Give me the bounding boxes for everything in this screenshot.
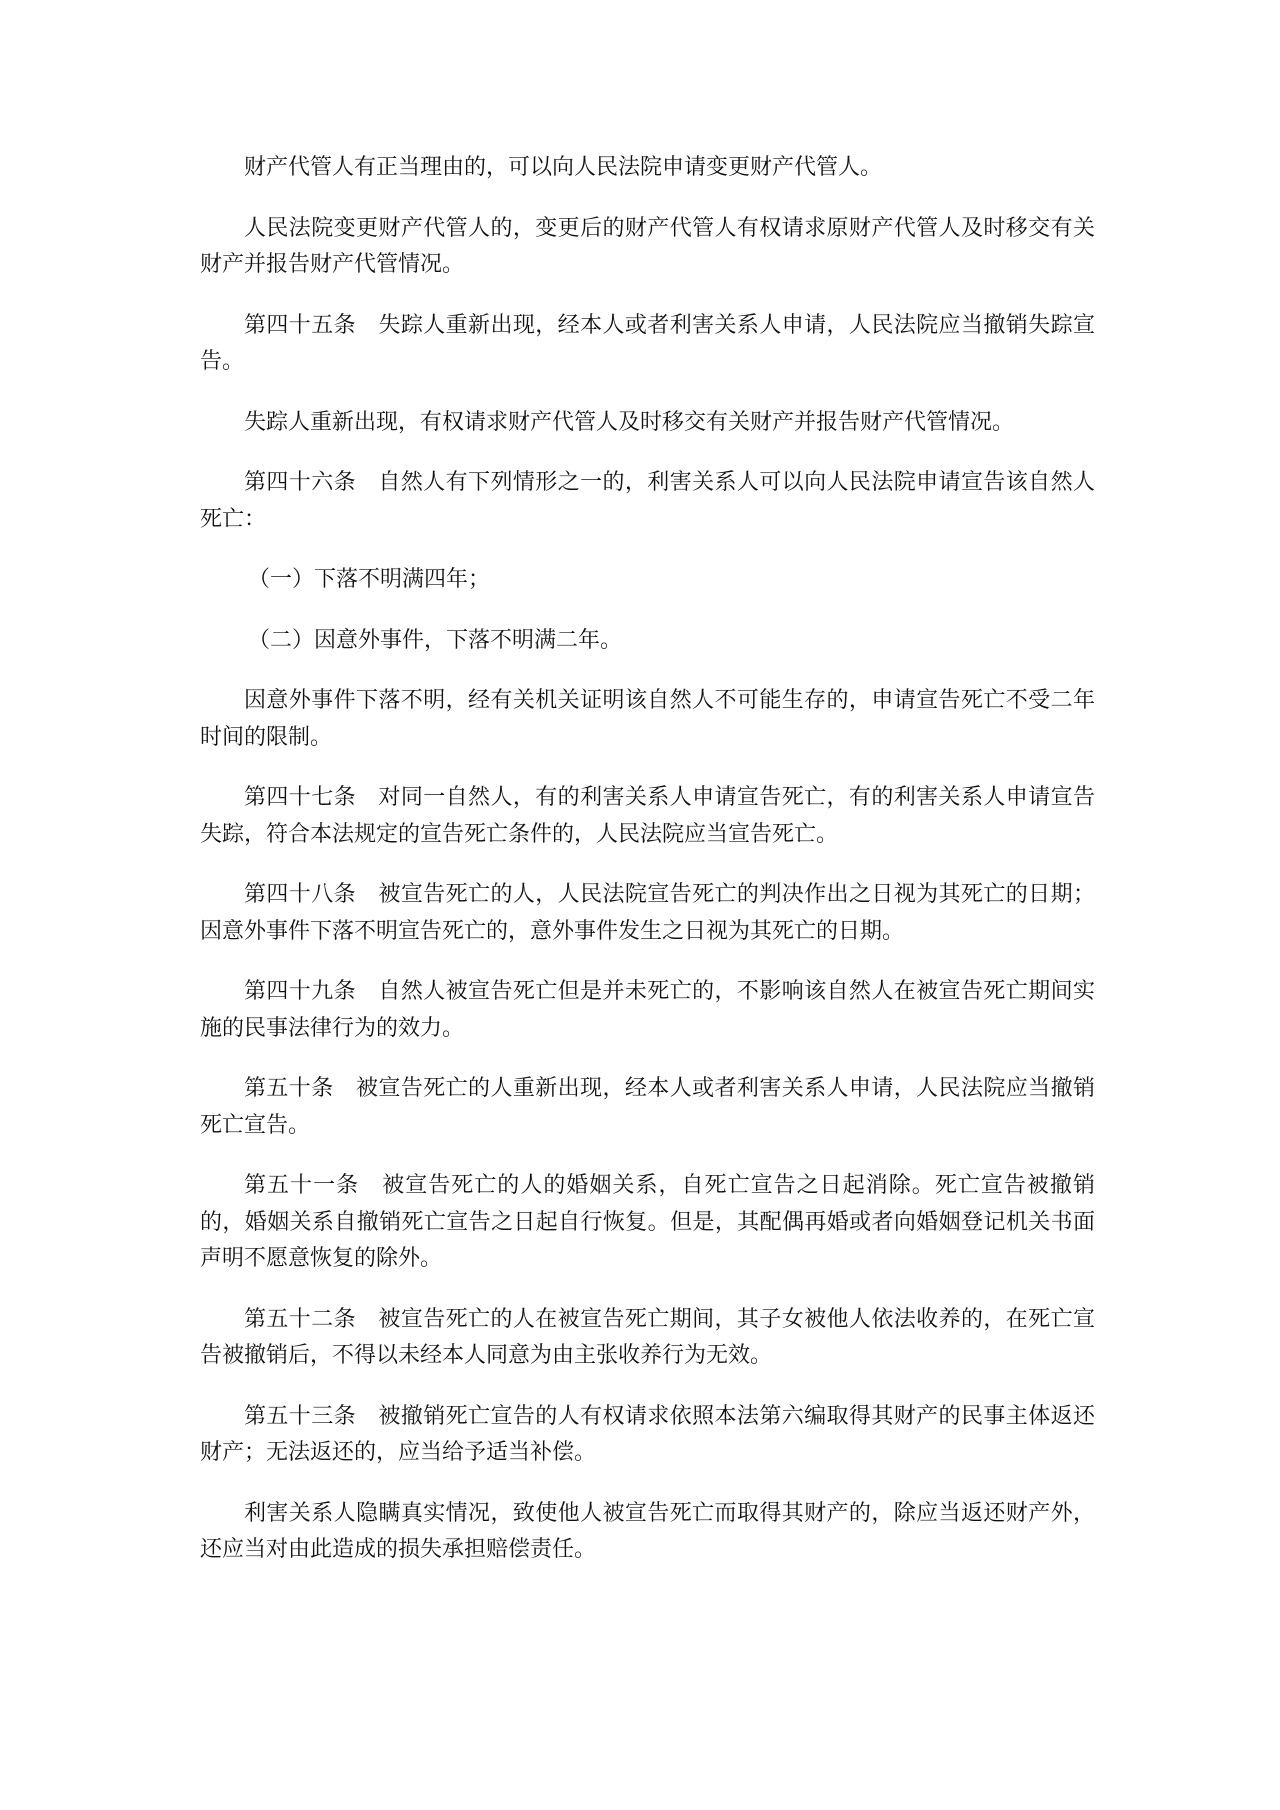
list-item: （一）下落不明满四年； bbox=[248, 567, 491, 592]
paragraph: 失踪人重新出现，有权请求财产代管人及时移交有关财产并报告财产代管情况。 bbox=[244, 409, 1015, 435]
paragraph: 财产代管人有正当理由的，可以向人民法院申请变更财产代管人。 bbox=[244, 155, 883, 180]
article-49: 第四十九条 自然人被宣告死亡但是并未死亡的，不影响该自然人在被宣告死亡期间实施的民事法律行为的效力。 bbox=[200, 979, 1095, 1041]
article-52: 第五十二条 被宣告死亡的人在被宣告死亡期间，其子女被他人依法收养的，在死亡宣告被撤销后，不得以未经本人同意为由主张收养行为无效。 bbox=[200, 1306, 1095, 1368]
article-45: 第四十五条 失踪人重新出现，经本人或者利害关系人申请，人民法院应当撤销失踪宣告。 bbox=[200, 312, 1095, 374]
document-page bbox=[200, 150, 1095, 1593]
list-item: （二）因意外事件，下落不明满二年。 bbox=[248, 627, 623, 653]
paragraph: 利害关系人隐瞒真实情况，致使他人被宣告死亡而取得其财产的，除应当返还财产外，还应当对由此造成的损失承担赔偿责任。 bbox=[200, 1500, 1095, 1562]
article-46: 第四十六条 自然人有下列情形之一的，利害关系人可以向人民法院申请宣告该自然人死亡： bbox=[200, 470, 1095, 532]
article-53: 第五十三条 被撤销死亡宣告的人有权请求依照本法第六编取得其财产的民事主体返还财产；无法返还的，应当给予适当补偿。 bbox=[200, 1403, 1095, 1465]
article-47: 第四十七条 对同一自然人，有的利害关系人申请宣告死亡，有的利害关系人申请宣告失踪，符合本法规定的宣告死亡条件的，人民法院应当宣告死亡。 bbox=[200, 785, 1095, 847]
paragraph: 人民法院变更财产代管人的，变更后的财产代管人有权请求原财产代管人及时移交有关财产并报告财产代管情况。 bbox=[200, 215, 1095, 277]
article-48: 第四十八条 被宣告死亡的人，人民法院宣告死亡的判决作出之日视为其死亡的日期；因意外事件下落不明宣告死亡的，意外事件发生之日视为其死亡的日期。 bbox=[200, 882, 1095, 944]
article-50: 第五十条 被宣告死亡的人重新出现，经本人或者利害关系人申请，人民法院应当撤销死亡宣告。 bbox=[200, 1076, 1095, 1138]
article-51: 第五十一条 被宣告死亡的人的婚姻关系，自死亡宣告之日起消除。死亡宣告被撤销的，婚姻关系自撤销死亡宣告之日起自行恢复。但是，其配偶再婚或者向婚姻登记机关书面声明不愿意恢复的除外。 bbox=[200, 1173, 1095, 1271]
paragraph: 因意外事件下落不明，经有关机关证明该自然人不可能生存的，申请宣告死亡不受二年时间的限制。 bbox=[200, 688, 1095, 750]
